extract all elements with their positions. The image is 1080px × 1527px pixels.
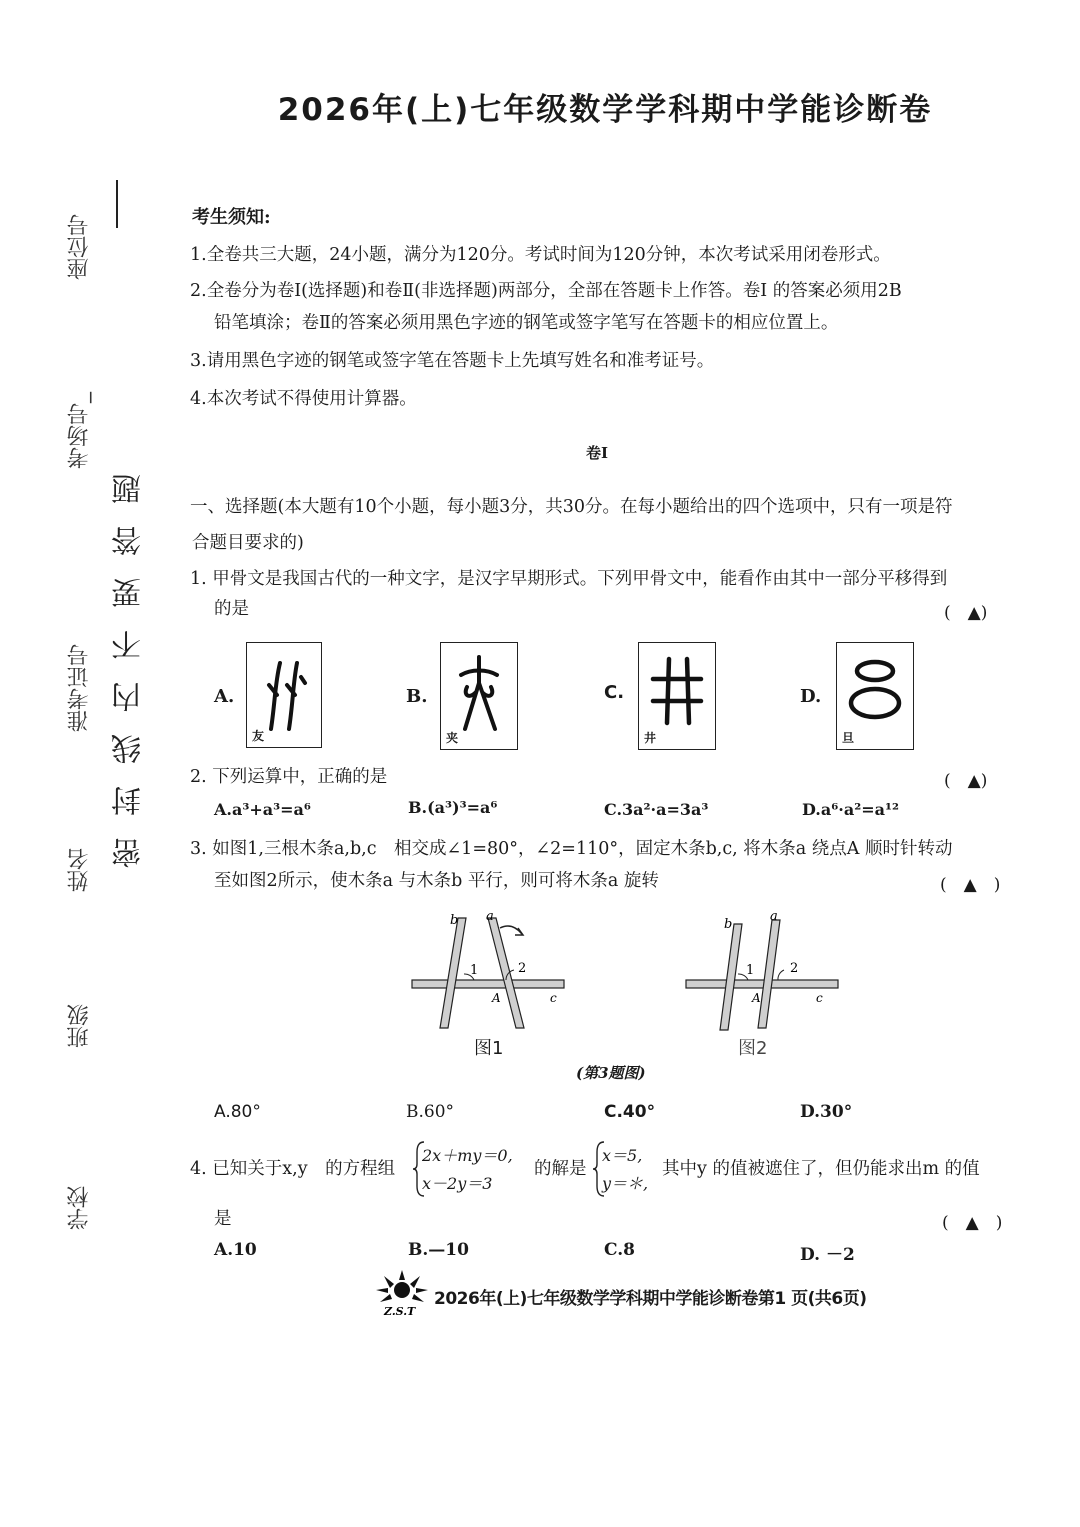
q3-fig2-label-a: a xyxy=(770,909,778,924)
school-logo-text: Z.S.T xyxy=(384,1305,416,1318)
q3-fig1-label-b: b xyxy=(450,913,459,928)
q4-option-d: D. －2 xyxy=(800,1245,855,1265)
q4-stem-start: 4. 已知关于x,y 的方程组 xyxy=(190,1159,396,1179)
q4-solution-x: x＝5, xyxy=(602,1146,643,1165)
school-logo-icon xyxy=(374,1268,430,1318)
q1-option-c-glyph xyxy=(638,642,716,750)
q1-option-d-caption: 旦 xyxy=(842,731,855,745)
q3-figure-caption: (第3题图) xyxy=(576,1064,646,1082)
q1-stem-cont: 的是 xyxy=(214,599,249,619)
q1-option-c-caption: 井 xyxy=(644,731,657,745)
q3-option-b: B.60° xyxy=(406,1102,455,1122)
q4-answer-paren: ( ▲ ) xyxy=(942,1213,1003,1233)
q3-figure-2-caption: 图2 xyxy=(738,1038,768,1059)
q1-option-a-glyph xyxy=(246,642,322,748)
q2-answer-paren: ( ▲) xyxy=(944,771,988,791)
notice-item-1: 1.全卷共三大题，24小题，满分为120分。考试时间为120分钟，本次考试采用闭卷形式。 xyxy=(190,245,891,265)
q1-answer-paren: ( ▲) xyxy=(944,603,988,623)
seal-line-warning: 密封线内不要答题 xyxy=(112,452,147,868)
q3-figure-1-caption: 图1 xyxy=(474,1038,504,1059)
notice-item-2-cont: 铅笔填涂；卷Ⅱ的答案必须用黑色字迹的钢笔或签字笔写在答题卡的相应位置上。 xyxy=(214,313,839,333)
q3-fig1-label-c: c xyxy=(550,991,557,1005)
q1-option-d-label: D. xyxy=(800,686,822,707)
q3-answer-paren: ( ▲ ) xyxy=(940,875,1001,895)
q3-fig2-label-c: c xyxy=(816,991,823,1005)
page-footer: 2026年(上)七年级数学学科期中学能诊断卷第1 页(共6页) xyxy=(434,1289,867,1309)
seat-number-label: 座位号 xyxy=(67,214,92,280)
q4-stem-mid: 的解是 xyxy=(534,1159,587,1179)
q3-fig1-label-a: a xyxy=(486,909,494,924)
notice-heading: 考生须知: xyxy=(192,207,271,228)
notice-item-4: 4.本次考试不得使用计算器。 xyxy=(190,389,417,409)
q1-option-a-label: A. xyxy=(214,686,235,707)
seat-number-line xyxy=(116,180,118,228)
q2-stem: 2. 下列运算中，正确的是 xyxy=(190,767,388,787)
page-title: 2026年(上)七年级数学学科期中学能诊断卷 xyxy=(277,92,933,128)
q3-fig1-angle-2: 2 xyxy=(518,961,527,976)
q4-equation-1: 2x＋my＝0, xyxy=(422,1146,513,1165)
q2-option-a: A.a³+a³=a⁶ xyxy=(214,800,311,819)
q3-stem-cont: 至如图2所示，使木条a 与木条b 平行，则可将木条a 旋转 xyxy=(214,871,659,891)
q3-option-d: D.30° xyxy=(800,1102,853,1122)
q3-stem: 3. 如图1,三根木条a,b,c 相交成∠1=80°，∠2=110°，固定木条b,c, 将木条a 绕点A 顺时针转动 xyxy=(190,839,953,859)
q4-option-a: A.10 xyxy=(214,1240,257,1260)
ticket-number-label: 准考证号 xyxy=(67,644,92,732)
q3-figure-1 xyxy=(400,908,580,1038)
q3-fig1-angle-1: 1 xyxy=(470,963,479,978)
section-one-intro-cont: 合题目要求的) xyxy=(192,533,304,553)
q1-option-b-glyph xyxy=(440,642,518,750)
class-label: 班级 xyxy=(67,1004,92,1048)
q4-stem-cont: 是 xyxy=(214,1209,232,1229)
q2-option-c: C.3a²·a=3a³ xyxy=(604,800,709,819)
q3-option-c: C.40° xyxy=(604,1102,656,1122)
q3-fig2-label-b: b xyxy=(724,917,733,932)
school-label: 学校 xyxy=(67,1186,92,1230)
notice-item-3: 3.请用黑色字迹的钢笔或签字笔在答题卡上先填写姓名和准考证号。 xyxy=(190,351,715,371)
q3-fig2-angle-2: 2 xyxy=(790,961,799,976)
q3-fig1-point-a: A xyxy=(492,991,501,1005)
q4-equation-2: x－2y＝3 xyxy=(422,1174,493,1193)
q3-option-a: A.80° xyxy=(214,1102,261,1122)
paper-one-label: 卷Ⅰ xyxy=(586,444,609,462)
notice-item-2: 2.全卷分为卷Ⅰ(选择题)和卷Ⅱ(非选择题)两部分，全部在答题卡上作答。卷I 的答案必须用2B xyxy=(190,281,902,301)
q3-figure-2 xyxy=(672,908,852,1038)
q1-option-a-caption: 友 xyxy=(252,729,265,743)
q1-option-d-glyph xyxy=(836,642,914,750)
q4-option-b: B.—10 xyxy=(408,1240,469,1260)
q4-option-c: C.8 xyxy=(604,1240,635,1260)
name-label: 姓名 xyxy=(67,848,92,892)
q3-fig2-angle-1: 1 xyxy=(746,963,755,978)
q2-option-b: B.(a³)³=a⁶ xyxy=(408,798,498,817)
q4-solution-y: y＝＊, xyxy=(602,1174,649,1193)
q3-fig2-point-a: A xyxy=(752,991,761,1005)
q1-option-c-label: C. xyxy=(604,682,625,703)
q1-option-b-label: B. xyxy=(406,686,428,707)
q1-stem: 1. 甲骨文是我国古代的一种文字，是汉字早期形式。下列甲骨文中，能看作由其中一部分平移得到 xyxy=(190,569,948,589)
q4-stem-end: 其中y 的值被遮住了，但仍能求出m 的值 xyxy=(662,1159,980,1179)
section-one-intro: 一、选择题(本大题有10个小题，每小题3分，共30分。在每小题给出的四个选项中，只有一项是符 xyxy=(190,497,953,517)
exam-room-label: 考场号_ xyxy=(67,392,92,469)
q1-option-b-caption: 夹 xyxy=(446,731,459,745)
q2-option-d: D.a⁶·a²=a¹² xyxy=(802,800,899,819)
